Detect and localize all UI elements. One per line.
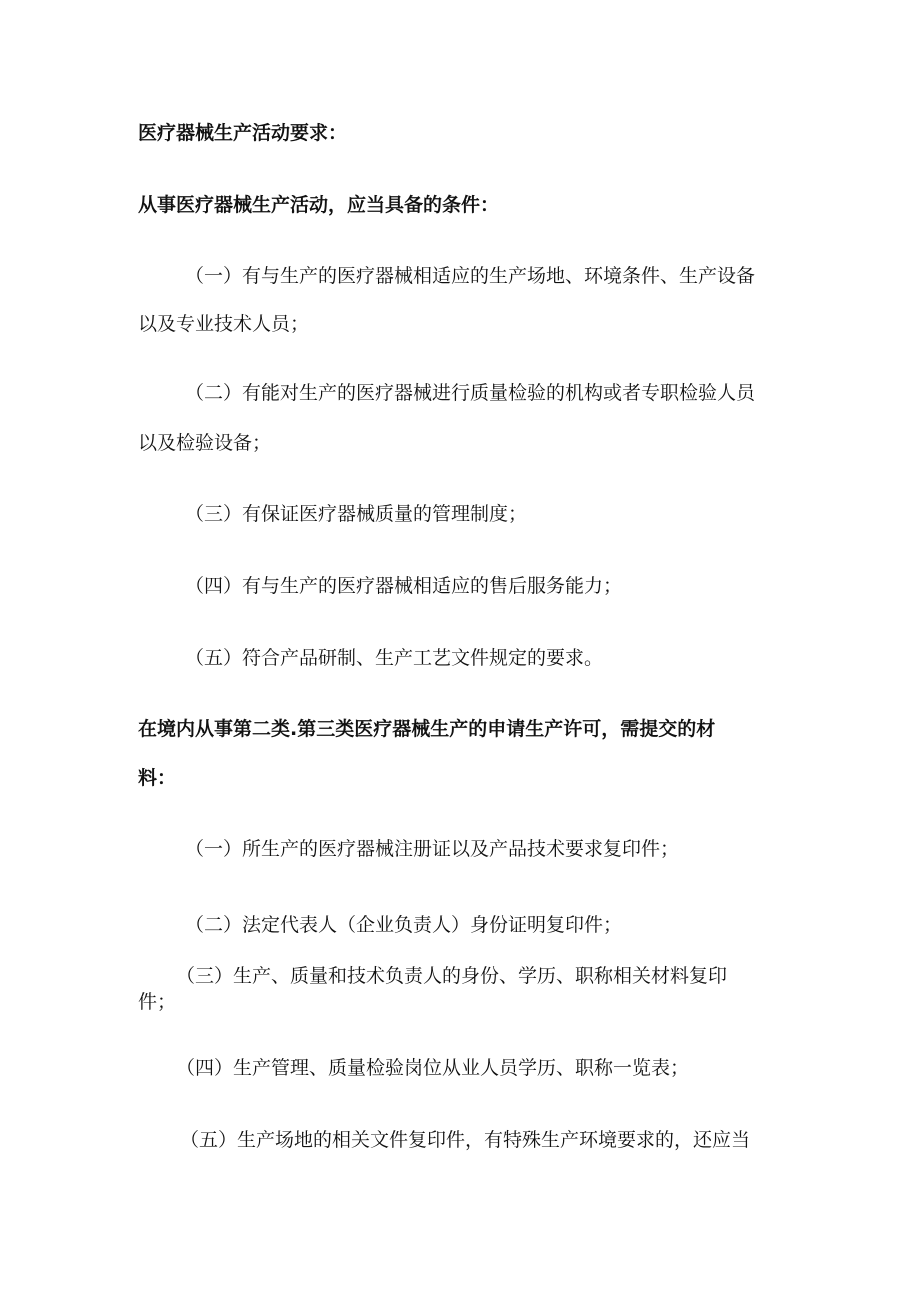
section-heading-materials-line2: 料： bbox=[138, 767, 177, 789]
material-3-line1: （三）生产、质量和技术负责人的身份、学历、职称相关材料复印 bbox=[176, 965, 728, 987]
material-4: （四）生产管理、质量检验岗位从业人员学历、职称一览表； bbox=[176, 1057, 690, 1079]
condition-2-line1: （二）有能对生产的医疗器械进行质量检验的机构或者专职检验人员 bbox=[185, 382, 756, 404]
condition-1-line1: （一）有与生产的医疗器械相适应的生产场地、环境条件、生产设备 bbox=[185, 265, 756, 287]
condition-2-line2: 以及检验设备； bbox=[138, 432, 272, 454]
section-heading-conditions: 从事医疗器械生产活动，应当具备的条件： bbox=[138, 194, 500, 216]
section-heading-requirements: 医疗器械生产活动要求： bbox=[138, 122, 348, 144]
material-2: （二）法定代表人（企业负责人）身份证明复印件； bbox=[185, 914, 623, 936]
condition-4: （四）有与生产的医疗器械相适应的售后服务能力； bbox=[185, 575, 623, 597]
section-heading-materials-line1: 在境内从事第二类.第三类医疗器械生产的申请生产许可，需提交的材 bbox=[138, 718, 716, 740]
material-3-line2: 件； bbox=[138, 991, 177, 1013]
material-5: （五）生产场地的相关文件复印件，有特殊生产环境要求的，还应当 bbox=[180, 1129, 751, 1151]
material-1: （一）所生产的医疗器械注册证以及产品技术要求复印件； bbox=[185, 838, 680, 860]
condition-3: （三）有保证医疗器械质量的管理制度； bbox=[185, 503, 528, 525]
condition-1-line2: 以及专业技术人员； bbox=[138, 313, 310, 335]
condition-5: （五）符合产品研制、生产工艺文件规定的要求。 bbox=[185, 647, 604, 669]
